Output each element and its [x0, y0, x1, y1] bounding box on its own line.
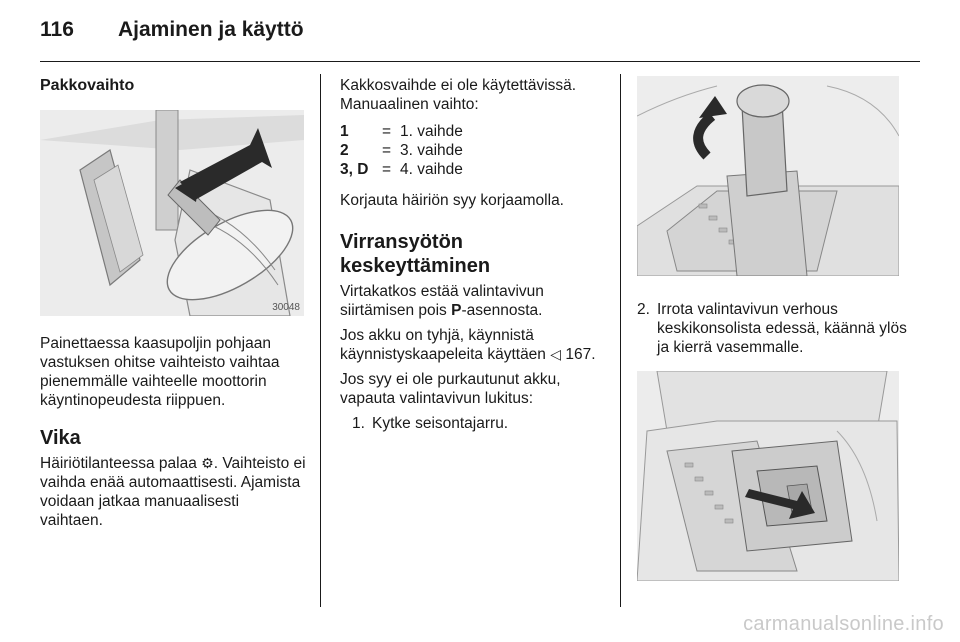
column-1 — [40, 76, 306, 536]
figure-console-cover — [637, 371, 899, 581]
gear-table — [340, 122, 463, 179]
gear-value: 3. vaihde — [400, 142, 463, 159]
power-paragraph — [340, 282, 606, 320]
column-divider-2 — [620, 74, 621, 607]
selector-lever-illustration — [637, 76, 899, 276]
column-3 — [637, 76, 920, 581]
manual-shift-intro: Kakkosvaihde ei ole käytettävissä. Manuaalinen vaihto: — [340, 77, 577, 113]
list-item — [340, 414, 606, 433]
console-cover-illustration — [637, 371, 899, 581]
column-2 — [340, 76, 606, 433]
page-header — [40, 18, 920, 58]
table-row — [340, 122, 463, 141]
heading-power-interruption: Virransyötön keskeyttäminen — [340, 231, 491, 277]
table-row — [340, 141, 463, 160]
gear-eq: = — [382, 161, 392, 178]
gear-value: 4. vaihde — [400, 161, 463, 178]
heading-fault: Vika — [40, 427, 81, 449]
figure-pedal-illustration — [40, 110, 304, 316]
battery-paragraph — [340, 326, 606, 364]
repair-paragraph: Korjauta häiriön syy korjaamolla. — [340, 192, 564, 209]
power-text-start: Virtakatkos estää valintavivun siirtämisen pois — [340, 283, 544, 319]
page-reference-icon: ◁ — [550, 346, 562, 362]
page-reference-number: 167 — [565, 346, 592, 363]
kickdown-paragraph: Painettaessa kaasupoljin pohjaan vastuksen ohitse vaihteisto vaihtaa pienemmälle vaihteelle moottorin käyntinopeudesta riippuen. — [40, 335, 280, 409]
unlock-paragraph: Jos syy ei ole purkautunut akku, vapauta valintavivun lukitus: — [340, 371, 561, 407]
fault-text-end: . Vaihteisto ei vaihda enää automaattisesti. Ajamista voidaan jatkaa manuaalisesti vaihtaen. — [40, 455, 306, 529]
power-text-end: -asennosta. — [461, 302, 543, 319]
figure-selector-lever-top — [637, 76, 899, 276]
step-text: Irrota valintavivun verhous keskikonsolista edessä, käännä ylös ja kierrä vasemmalle. — [657, 301, 907, 356]
gear-key: 3, D — [340, 161, 369, 178]
fault-text-start: Häiriötilanteessa palaa — [40, 455, 197, 472]
gear-eq: = — [382, 123, 392, 140]
subheading-kickdown: Pakkovaihto — [40, 77, 135, 94]
gear-key: 1 — [340, 123, 349, 140]
list-item — [637, 300, 920, 357]
transmission-warning-icon: ⚙ — [201, 455, 214, 471]
gear-value: 1. vaihde — [400, 123, 463, 140]
step-number: 2. — [637, 301, 650, 318]
table-row — [340, 160, 463, 179]
page-number: 116 — [40, 18, 74, 41]
watermark: carmanualsonline.info — [743, 613, 944, 635]
header-rule — [40, 61, 920, 62]
gear-eq: = — [382, 142, 392, 159]
step-number: 1. — [352, 415, 365, 432]
gear-key: 2 — [340, 142, 349, 159]
step-text: Kytke seisontajarru. — [372, 415, 509, 432]
battery-text-end: . — [591, 346, 596, 363]
column-divider-1 — [320, 74, 321, 607]
park-position-label: P — [451, 302, 462, 319]
fault-paragraph — [40, 454, 306, 530]
pedal-illustration-image — [40, 110, 304, 316]
chapter-title: Ajaminen ja käyttö — [118, 18, 304, 41]
figure-number: 30048 — [272, 302, 300, 313]
battery-text-start: Jos akku on tyhjä, käynnistä käynnistyskaapeleita käyttäen — [340, 327, 546, 363]
